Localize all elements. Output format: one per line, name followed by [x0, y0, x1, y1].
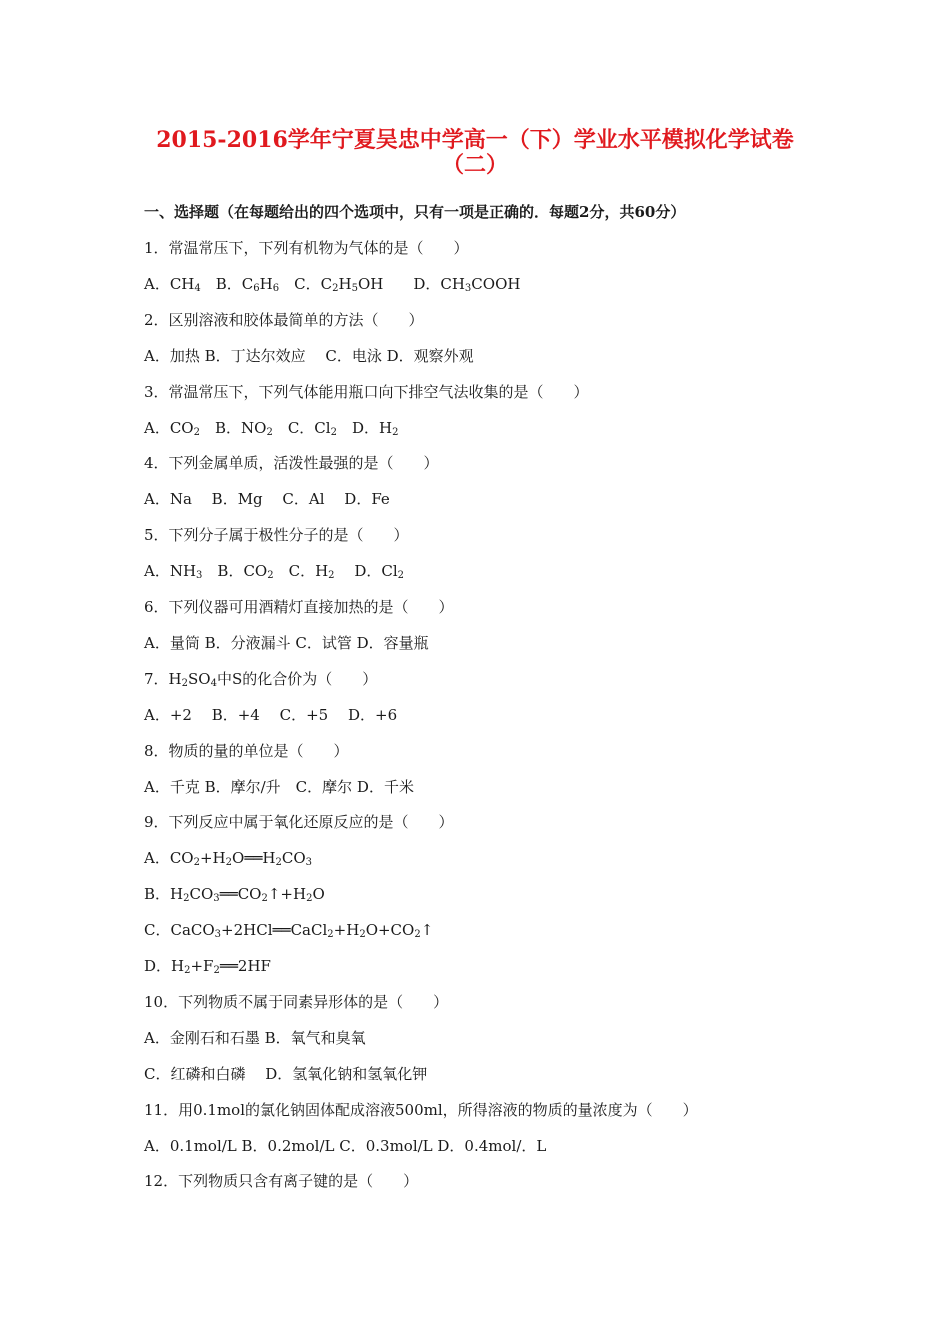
question-text: 5．下列分子属于极性分子的是（ ）: [144, 526, 409, 545]
question-text: 1．常温常压下，下列有机物为气体的是（ ）: [144, 239, 469, 257]
question-text: 4．下列金属单质，活泼性最强的是（ ）: [144, 454, 439, 473]
question-text: 9．下列反应中属于氧化还原反应的是（ ）: [144, 813, 454, 832]
answer-options: A．$NH_3$ B．$CO_2$ C．$H_2$ D．$Cl_2$: [144, 562, 404, 582]
question-text: 6．下列仪器可用酒精灯直接加热的是（ ）: [144, 598, 454, 616]
answer-options: A．$CO_2+H_2O══H_2CO_3$: [144, 849, 312, 869]
question-text: 10．下列物质不属于同素异形体的是（ ）: [144, 992, 449, 1011]
page-title-continued: （二）: [441, 152, 508, 178]
question-text: 7．$H_2SO_4$中S的化合价为（ ）: [144, 669, 378, 689]
answer-options: C．红磷和白磷 D．氢氧化钠和氢氧化钾: [144, 1064, 428, 1083]
answer-options: A．千克 B．摩尔/升 C．摩尔 D．千米: [144, 777, 414, 796]
answer-options: A．金刚石和石墨 B．氧气和臭氧: [144, 1028, 366, 1047]
answer-options: A．Na B．Mg C．Al D．Fe: [144, 490, 390, 509]
answer-options: A．$CH_4$ B．$C_6H_6$ C．$C_2H_5OH$ D．$CH_3COOH$: [144, 274, 521, 294]
question-text: 2．区别溶液和胶体最简单的方法（ ）: [144, 310, 424, 329]
page-title: 2015-2016学年宁夏吴忠中学高一（下）学业水平模拟化学试卷: [156, 127, 794, 153]
answer-options: A．0.1mol/L B．0.2mol/L C．0.3mol/L D．0.4mol/．L: [144, 1136, 547, 1155]
section-heading: 一、选择题（在每题给出的四个选项中，只有一项是正确的．每题2分，共60分）: [144, 203, 686, 221]
question-text: 3．常温常压下，下列气体能用瓶口向下排空气法收集的是（ ）: [144, 382, 589, 401]
answer-options: A．$CO_2$ B．$NO_2$ C．$Cl_2$ D．$H_2$: [144, 418, 399, 438]
answer-options: C．$CaCO_3+2HCl══CaCl_2+H_2O+CO_2↑$: [144, 921, 434, 941]
question-text: 11．用0.1mol的氯化钠固体配成溶液500ml，所得溶液的物质的量浓度为（ ）: [144, 1100, 698, 1119]
answer-options: A．量筒 B．分液漏斗 C．试管 D．容量瓶: [144, 633, 429, 652]
question-text: 12．下列物质只含有离子键的是（ ）: [144, 1172, 419, 1191]
question-text: 8．物质的量的单位是（ ）: [144, 741, 349, 760]
answer-options: B．$H_2CO_3══CO_2↑+H_2O$: [144, 885, 325, 905]
answer-options: A．加热 B．丁达尔效应 C．电泳 D．观察外观: [144, 346, 474, 365]
answer-options: D．$H_2+F_2══2HF$: [144, 957, 271, 976]
answer-options: A．+2 B．+4 C．+5 D．+6: [144, 705, 398, 724]
